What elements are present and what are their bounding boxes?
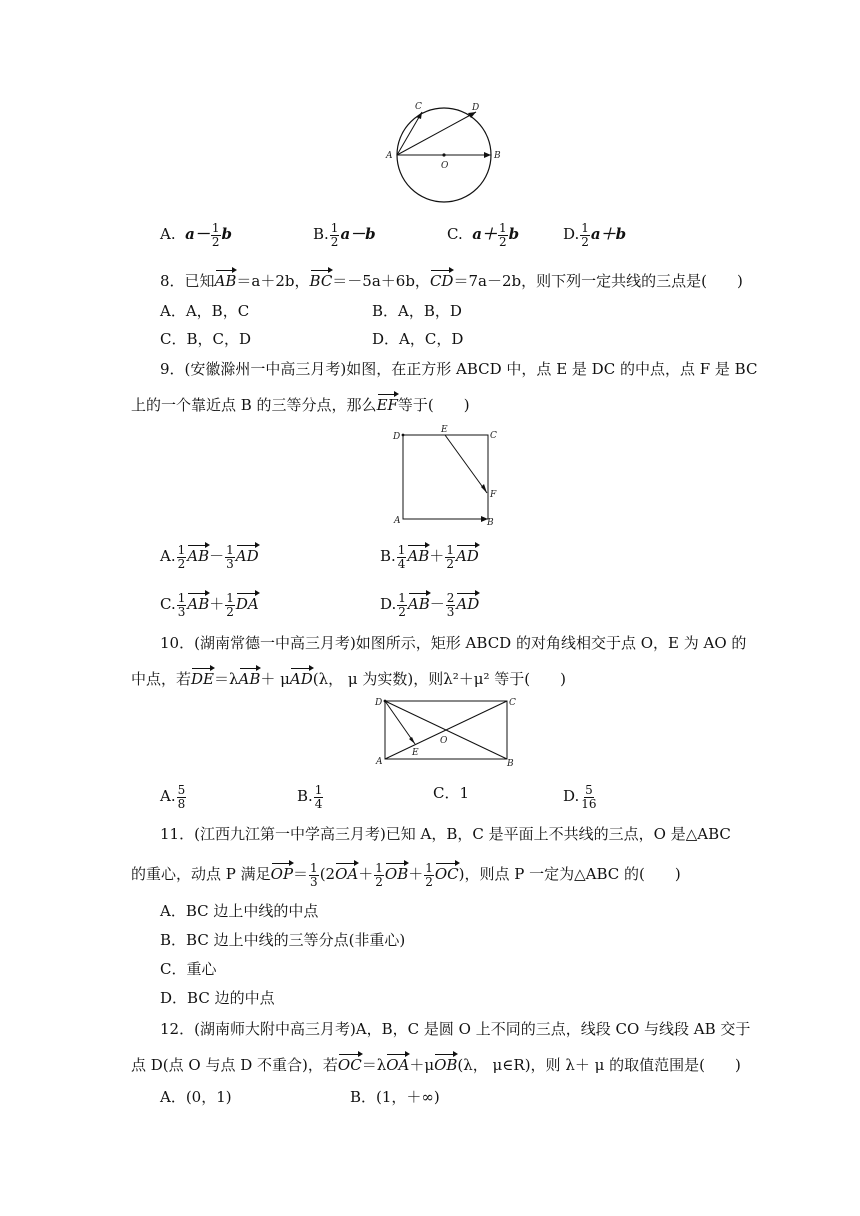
q11-option-c: C．重心 [160, 960, 217, 978]
fig7-label-c: C [415, 102, 422, 112]
q10-option-b: B. $\frac{1}{4}$ [297, 783, 323, 811]
fig10-label-d: D [375, 698, 383, 708]
q7-option-d: D. $\frac{1}{2}$ a＋b [563, 221, 627, 249]
q11-option-b: B．BC 边上中线的三等分点(非重心) [160, 931, 406, 949]
q10-stem-line2: 中点，若DE＝λAB＋ μAD(λ， μ 为实数)，则λ²＋μ² 等于( ) [131, 670, 567, 688]
q7-option-c: C. a＋ $\frac{1}{2}$ b [447, 221, 520, 249]
q8-option-c: C．B，C，D [160, 330, 252, 348]
fig7-label-b: B [494, 151, 501, 161]
q9-option-d: D. $\frac{1}{2}$ AB－ $\frac{2}{3}$ AD [380, 591, 480, 619]
fig10-label-c: C [509, 698, 516, 708]
q10-option-a: A. $\frac{5}{8}$ [160, 783, 186, 811]
fig7-label-o: O [441, 161, 449, 171]
q7-option-b: B. $\frac{1}{2}$ a－b [313, 221, 376, 249]
q11-stem-line2: 的重心，动点 P 满足OP＝ $\frac{1}{3}$ (2OA＋ $\frac{1}{2}$ OB＋ $\frac{1}{2}$ OC)，则点 P 一定为△ABC 的( ) [131, 861, 681, 889]
fig10-label-a: A [376, 757, 383, 767]
q11-stem-line1: 11．(江西九江第一中学高三月考)已知 A，B，C 是平面上不共线的三点，O 是△ABC [160, 825, 731, 843]
q8-option-b: B．A，B，D [372, 302, 462, 320]
q12-stem-line1: 12．(湖南师大附中高三月考)A，B，C 是圆 O 上不同的三点，线段 CO 与线段 AB 交于 [160, 1020, 751, 1038]
q8-option-d: D．A，C，D [372, 330, 464, 348]
q8-option-a: A．A，B，C [160, 302, 250, 320]
fig7-label-d: D [472, 103, 480, 113]
q8-stem: 8．已知AB＝a＋2b，BC＝－5a＋6b，CD＝7a－2b，则下列一定共线的三点是( ) [160, 272, 743, 290]
q9-stem-line2: 上的一个靠近点 B 的三等分点，那么EF等于( ) [131, 396, 470, 414]
q9-option-c: C. $\frac{1}{3}$ AB＋ $\frac{1}{2}$ DA [160, 591, 259, 619]
fig9-label-e: E [441, 425, 448, 435]
q10-stem-line1: 10．(湖南常德一中高三月考)如图所示，矩形 ABCD 的对角线相交于点 O，E 为 AO 的 [160, 634, 747, 652]
fig9-label-b: B [487, 518, 494, 528]
fig9-label-f: F [490, 490, 497, 500]
q12-option-b: B．(1，＋∞) [350, 1088, 440, 1106]
fig10-label-b: B [507, 759, 514, 769]
q12-option-a: A．(0，1) [160, 1088, 232, 1106]
fig10-label-e: E [412, 748, 419, 758]
fig9-label-a: A [394, 516, 401, 526]
q9-option-a: A. $\frac{1}{2}$ AB－ $\frac{1}{3}$ AD [160, 543, 259, 571]
rectangle-figure [372, 693, 520, 771]
fig7-label-a: A [386, 151, 393, 161]
q12-stem-line2: 点 D(点 O 与点 D 不重合)，若OC＝λOA＋μOB(λ， μ∈R)，则 λ＋ μ 的取值范围是( ) [131, 1056, 741, 1074]
fig9-label-c: C [490, 431, 497, 441]
fig9-label-d: D [393, 432, 401, 442]
fig10-label-o: O [440, 736, 448, 746]
q10-option-d: D. $\frac{5}{16}$ [563, 783, 597, 811]
q11-option-a: A．BC 边上中线的中点 [160, 902, 319, 920]
square-figure [390, 425, 505, 529]
q11-option-d: D．BC 边的中点 [160, 989, 275, 1007]
q9-stem-line1: 9．(安徽滁州一中高三月考)如图，在正方形 ABCD 中，点 E 是 DC 的中点，点 F 是 BC [160, 360, 758, 378]
q7-option-a: A. a－ $\frac{1}{2}$ b [160, 221, 233, 249]
q9-option-b: B. $\frac{1}{4}$ AB＋ $\frac{1}{2}$ AD [380, 543, 479, 571]
q10-option-c: C．1 [433, 784, 470, 802]
circle-figure [380, 96, 510, 208]
